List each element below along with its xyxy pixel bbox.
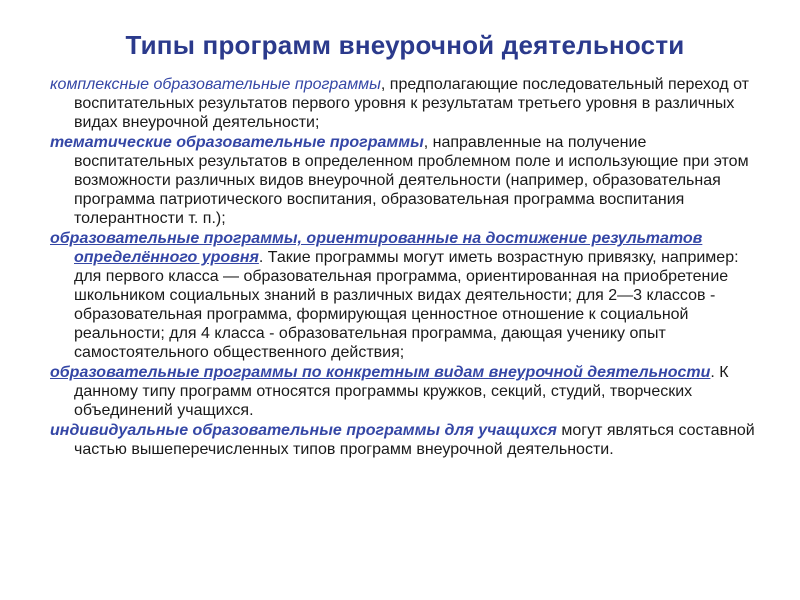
list-item-complex — [50, 75, 760, 132]
page-title: Типы программ внеурочной деятельности — [125, 30, 685, 60]
list-item-level-oriented — [50, 229, 760, 362]
list-item-activity-types — [50, 363, 760, 420]
list-item-thematic — [50, 133, 760, 228]
list-item-individual — [50, 421, 760, 459]
item-description: , направленные на получение воспитательных результатов в определенном проблемном поле и использующие при этом возможности различных видов внеурочной деятельности (например, образовательная программа патриотического воспитания, образовательная программа воспитания толерантности т. п.); — [74, 134, 749, 228]
item-description: . К данному типу программ относятся программы кружков, секций, студий, творческих объединений учащихся. — [74, 364, 729, 420]
item-term: образовательные программы, ориентированные на достижение результатов определённого уровня — [50, 230, 703, 267]
program-types-list — [50, 75, 760, 459]
item-term: образовательные программы по конкретным видам внеурочной деятельности — [50, 364, 711, 382]
item-description: . Такие программы могут иметь возрастную привязку, например: для первого класса — образовательная программа, ориентированная на приобретение школьником социальных знаний в различных видах деятельности; для 2—3 классов - образовательная программа, формирующая ценностное отношение к социальной реальности; для 4 класса - образовательная программа, дающая ученику опыт самостоятельного общественного действия; — [74, 249, 739, 362]
item-description: , предполагающие последовательный переход от воспитательных результатов первого уровня к результатам третьего уровня в различных видах внеурочной деятельности; — [74, 76, 749, 132]
item-term: тематические образовательные программы — [50, 134, 424, 152]
item-term: индивидуальные образовательные программы для учащихся — [50, 422, 557, 440]
item-term: комплексные образовательные программы — [50, 76, 381, 94]
item-description: могут являться составной частью вышеперечисленных типов программ внеурочной деятельности. — [74, 422, 755, 459]
